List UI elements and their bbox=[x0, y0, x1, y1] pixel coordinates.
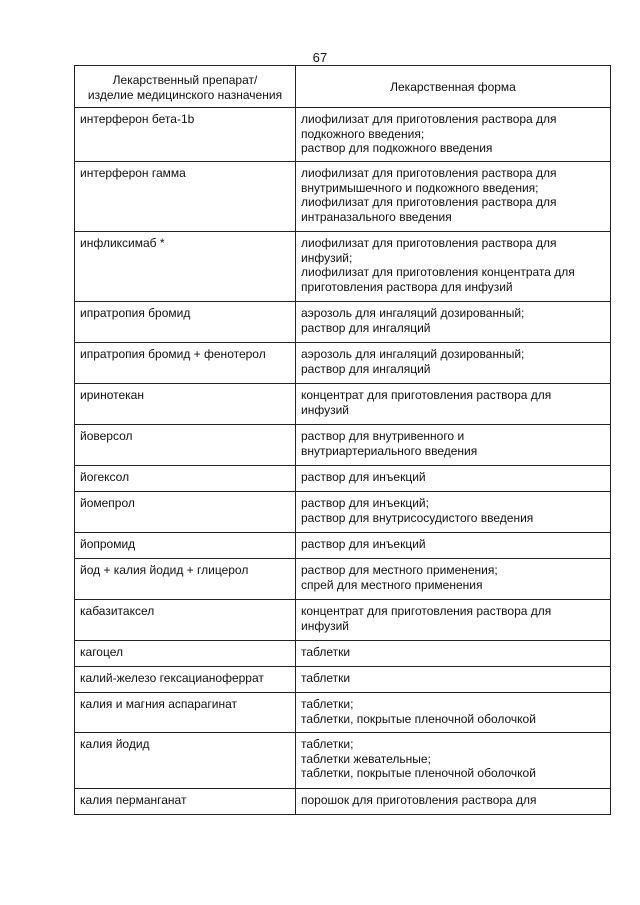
table-row bbox=[75, 108, 611, 162]
dosage-form-line: внутримышечного и подкожного введения; bbox=[301, 180, 539, 195]
drug-name-line: кабазитаксел bbox=[80, 604, 155, 618]
drug-name-line: интерферон гамма bbox=[80, 166, 186, 180]
drug-name-cell bbox=[75, 302, 296, 343]
drug-name-line: йомепрол bbox=[80, 496, 135, 510]
dosage-form-cell bbox=[296, 302, 611, 343]
dosage-form-line: концентрат для приготовления раствора для bbox=[301, 388, 552, 402]
header-drug-line: Лекарственный препарат/ bbox=[112, 73, 258, 87]
drug-name-cell bbox=[75, 343, 296, 384]
drug-name-cell bbox=[75, 789, 296, 815]
dosage-form-line: внутриартериального введения bbox=[301, 443, 478, 458]
drug-name-cell bbox=[75, 600, 296, 641]
drug-name-cell bbox=[75, 641, 296, 667]
table-row bbox=[75, 600, 611, 641]
table-row bbox=[75, 641, 611, 667]
dosage-form-line: таблетки, покрытые пленочной оболочкой bbox=[301, 711, 536, 726]
dosage-form-line: раствор для инъекций; bbox=[301, 496, 429, 510]
drug-name-line: калия перманганат bbox=[80, 793, 187, 807]
dosage-form-line: аэрозоль для ингаляций дозированный; bbox=[301, 347, 525, 361]
dosage-form-cell bbox=[296, 667, 611, 693]
drug-name-cell bbox=[75, 466, 296, 492]
dosage-form-cell bbox=[296, 384, 611, 425]
dosage-form-line: аэрозоль для ингаляций дозированный; bbox=[301, 306, 525, 320]
dosage-form-line: инфузий; bbox=[301, 250, 353, 265]
dosage-form-cell bbox=[296, 533, 611, 559]
drug-name-cell bbox=[75, 425, 296, 466]
dosage-form-line: лиофилизат для приготовления раствора для bbox=[301, 195, 557, 209]
dosage-form-line: таблетки bbox=[301, 671, 351, 685]
dosage-form-line: таблетки; bbox=[301, 697, 354, 711]
dosage-form-cell bbox=[296, 162, 611, 232]
drug-name-line: интерферон бета-1b bbox=[80, 112, 195, 126]
dosage-form-cell bbox=[296, 492, 611, 533]
drug-name-line: ипратропия бромид + фенотерол bbox=[80, 347, 266, 361]
dosage-form-line: интраназального введения bbox=[301, 209, 452, 224]
drug-name-cell bbox=[75, 232, 296, 302]
drug-name-cell bbox=[75, 162, 296, 232]
dosage-form-line: таблетки жевательные; bbox=[301, 751, 431, 766]
drug-name-line: калия и магния аспарагинат bbox=[80, 697, 238, 711]
drug-name-line: йопромид bbox=[80, 537, 136, 551]
dosage-form-line: лиофилизат для приготовления раствора для bbox=[301, 166, 557, 180]
dosage-form-line: таблетки bbox=[301, 645, 351, 659]
dosage-form-cell bbox=[296, 425, 611, 466]
dosage-form-line: порошок для приготовления раствора для bbox=[301, 793, 537, 807]
table-row bbox=[75, 162, 611, 232]
drug-name-cell bbox=[75, 384, 296, 425]
table-row bbox=[75, 733, 611, 789]
dosage-form-cell bbox=[296, 693, 611, 733]
drug-name-cell bbox=[75, 693, 296, 733]
dosage-form-line: спрей для местного применения bbox=[301, 577, 483, 592]
table-header-row bbox=[75, 66, 611, 108]
dosage-form-cell bbox=[296, 108, 611, 162]
header-form-line: Лекарственная форма bbox=[390, 80, 516, 95]
dosage-form-cell bbox=[296, 600, 611, 641]
dosage-form-line: таблетки, покрытые пленочной оболочкой bbox=[301, 766, 536, 780]
dosage-form-cell bbox=[296, 559, 611, 600]
drug-name-line: иринотекан bbox=[80, 388, 144, 402]
dosage-form-line: инфузий bbox=[301, 402, 349, 417]
dosage-form-cell bbox=[296, 733, 611, 789]
header-drug-line: изделие медицинского назначения bbox=[87, 87, 283, 102]
medication-table bbox=[74, 65, 611, 815]
drug-name-line: йогексол bbox=[80, 470, 130, 484]
dosage-form-line: концентрат для приготовления раствора для bbox=[301, 604, 552, 618]
dosage-form-cell bbox=[296, 641, 611, 667]
table-row bbox=[75, 425, 611, 466]
drug-name-line: йод + калия йодид + глицерол bbox=[80, 563, 249, 577]
table-row bbox=[75, 343, 611, 384]
dosage-form-line: раствор для подкожного введения bbox=[301, 141, 493, 155]
drug-name-line: йоверсол bbox=[80, 429, 133, 443]
dosage-form-cell bbox=[296, 343, 611, 384]
table-row bbox=[75, 492, 611, 533]
drug-name-line: калия йодид bbox=[80, 737, 150, 751]
dosage-form-line: лиофилизат для приготовления раствора для bbox=[301, 236, 557, 250]
dosage-form-cell bbox=[296, 466, 611, 492]
table-row bbox=[75, 559, 611, 600]
dosage-form-line: раствор для инъекций bbox=[301, 537, 426, 551]
drug-name-line: инфликсимаб * bbox=[80, 236, 165, 250]
table-row bbox=[75, 232, 611, 302]
drug-name-cell bbox=[75, 559, 296, 600]
drug-name-line: калий-железо гексацианоферрат bbox=[80, 671, 264, 685]
table-row bbox=[75, 533, 611, 559]
dosage-form-line: приготовления раствора для инфузий bbox=[301, 279, 513, 294]
page-number: 67 bbox=[312, 50, 328, 65]
header-drug bbox=[75, 66, 296, 108]
table-row bbox=[75, 693, 611, 733]
drug-name-cell bbox=[75, 733, 296, 789]
table-row bbox=[75, 667, 611, 693]
table-row bbox=[75, 789, 611, 815]
dosage-form-cell bbox=[296, 232, 611, 302]
drug-name-cell bbox=[75, 108, 296, 162]
dosage-form-line: раствор для ингаляций bbox=[301, 361, 431, 376]
dosage-form-line: лиофилизат для приготовления раствора для bbox=[301, 112, 557, 126]
dosage-form-line: раствор для местного применения; bbox=[301, 563, 498, 577]
drug-name-line: кагоцел bbox=[80, 645, 123, 659]
table-row bbox=[75, 302, 611, 343]
drug-name-cell bbox=[75, 667, 296, 693]
dosage-form-line: раствор для внутривенного и bbox=[301, 429, 465, 443]
dosage-form-cell bbox=[296, 789, 611, 815]
table-row bbox=[75, 466, 611, 492]
dosage-form-line: лиофилизат для приготовления концентрата для bbox=[301, 265, 575, 279]
dosage-form-line: раствор для внутрисосудистого введения bbox=[301, 510, 534, 525]
dosage-form-line: раствор для инъекций bbox=[301, 470, 426, 484]
dosage-form-line: инфузий bbox=[301, 618, 349, 633]
drug-name-line: ипратропия бромид bbox=[80, 306, 191, 320]
dosage-form-line: подкожного введения; bbox=[301, 126, 425, 141]
header-form bbox=[296, 66, 611, 108]
drug-name-cell bbox=[75, 492, 296, 533]
dosage-form-line: таблетки; bbox=[301, 737, 354, 751]
table-row bbox=[75, 384, 611, 425]
drug-name-cell bbox=[75, 533, 296, 559]
dosage-form-line: раствор для ингаляций bbox=[301, 320, 431, 335]
